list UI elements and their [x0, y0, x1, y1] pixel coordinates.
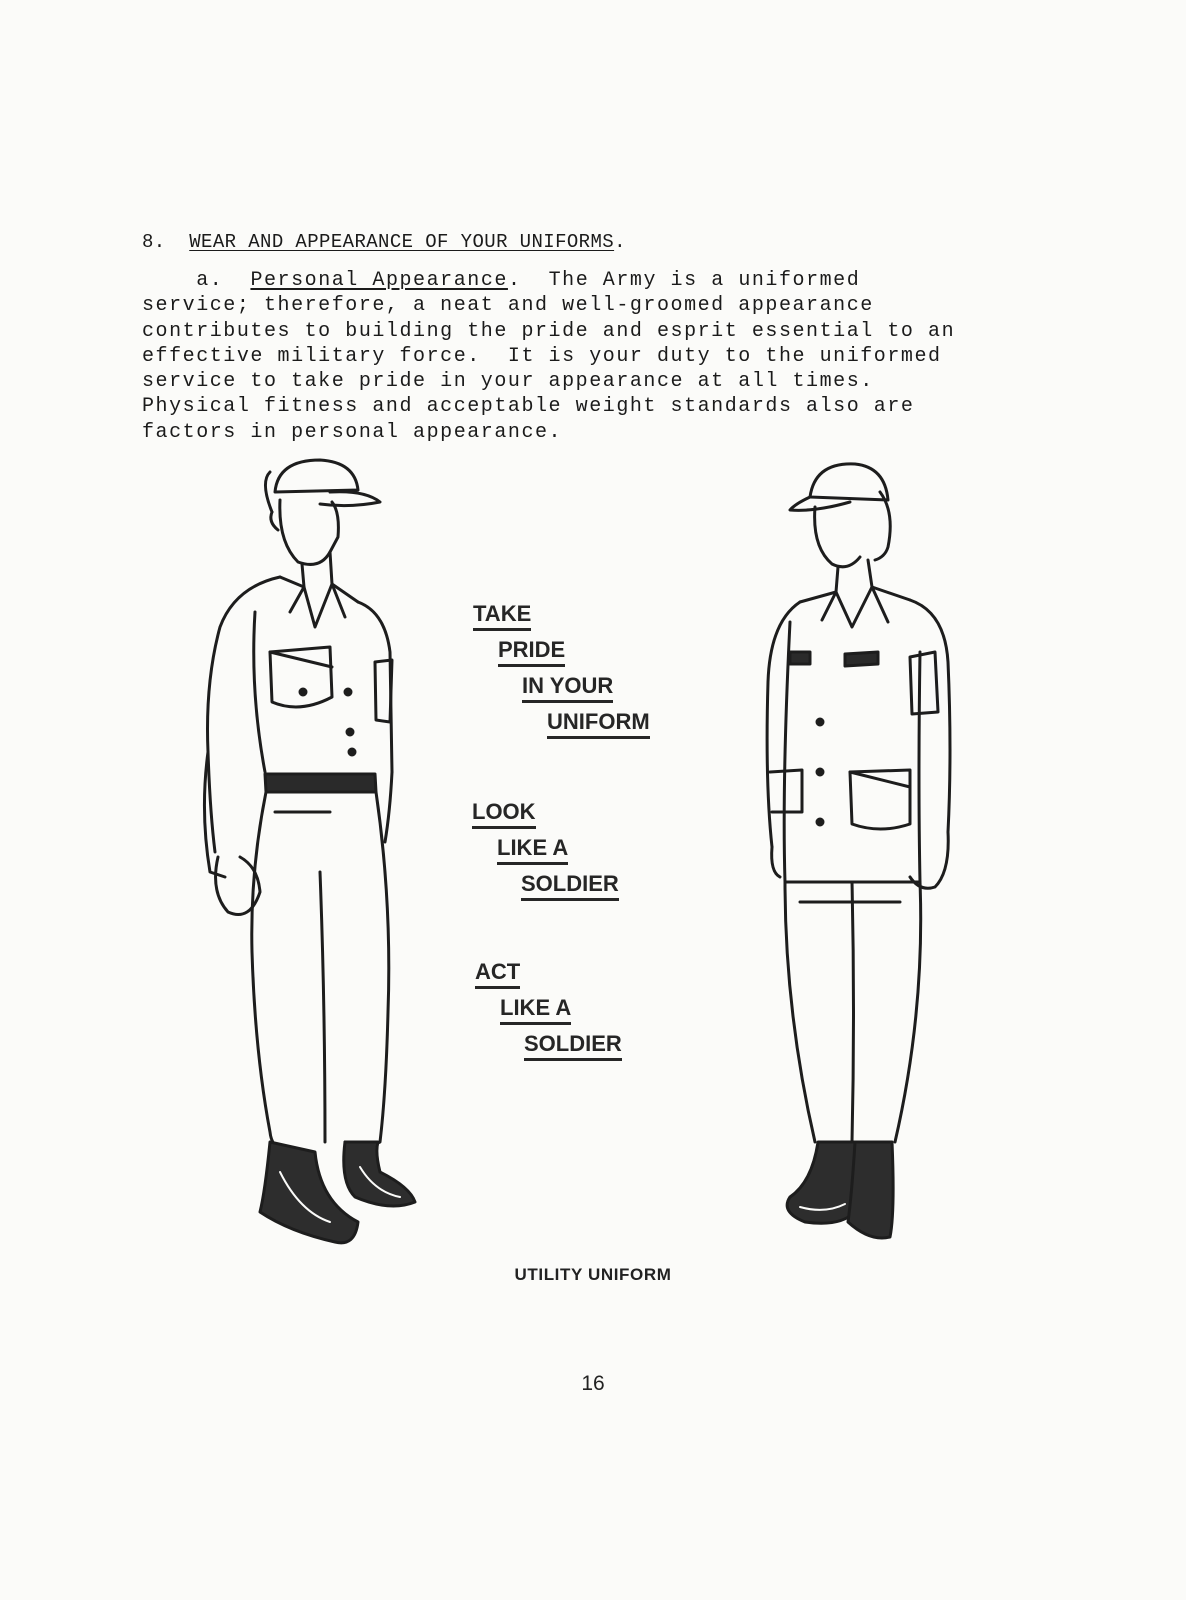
uniform-figure	[170, 452, 990, 1262]
slogan-look: LOOK	[472, 800, 536, 829]
section-heading	[142, 231, 626, 253]
section-title-end: .	[614, 231, 626, 253]
personal-appearance-paragraph	[142, 268, 1022, 445]
slogan-pride: PRIDE	[498, 638, 565, 667]
paragraph-line-6: Physical fitness and acceptable weight standards also are	[142, 395, 915, 419]
male-soldier-illustration-icon	[180, 452, 430, 1262]
page-number: 16	[581, 1372, 605, 1395]
slogan-like-a-2: LIKE A	[500, 996, 571, 1025]
paragraph-line-7: factors in personal appearance.	[142, 420, 563, 444]
slogan-soldier-2: SOLDIER	[524, 1032, 622, 1061]
slogan-take: TAKE	[473, 602, 531, 631]
paragraph-line-4: effective military force. It is your duty to the uniformed	[142, 344, 942, 368]
paragraph-subheading: Personal Appearance	[250, 269, 508, 292]
paragraph-line-2: service; therefore, a neat and well-groomed appearance	[142, 294, 874, 318]
slogan-uniform: UNIFORM	[547, 710, 650, 739]
figure-caption: UTILITY UNIFORM	[514, 1265, 672, 1284]
slogan-like-a-1: LIKE A	[497, 836, 568, 865]
section-title: WEAR AND APPEARANCE OF YOUR UNIFORMS	[189, 231, 615, 253]
slogan-in-your: IN YOUR	[522, 674, 613, 703]
slogan-act: ACT	[475, 960, 520, 989]
paragraph-line-1	[142, 268, 1022, 293]
paragraph-label: a.	[196, 269, 224, 292]
paragraph-line-3: contributes to building the pride and esprit essential to an	[142, 319, 956, 343]
female-soldier-illustration-icon	[760, 452, 980, 1262]
slogan-soldier-1: SOLDIER	[521, 872, 619, 901]
paragraph-line-5: service to take pride in your appearance at all times.	[142, 370, 874, 394]
section-number: 8.	[142, 231, 166, 253]
paragraph-line-1-rest: . The Army is a uniformed	[507, 269, 861, 292]
